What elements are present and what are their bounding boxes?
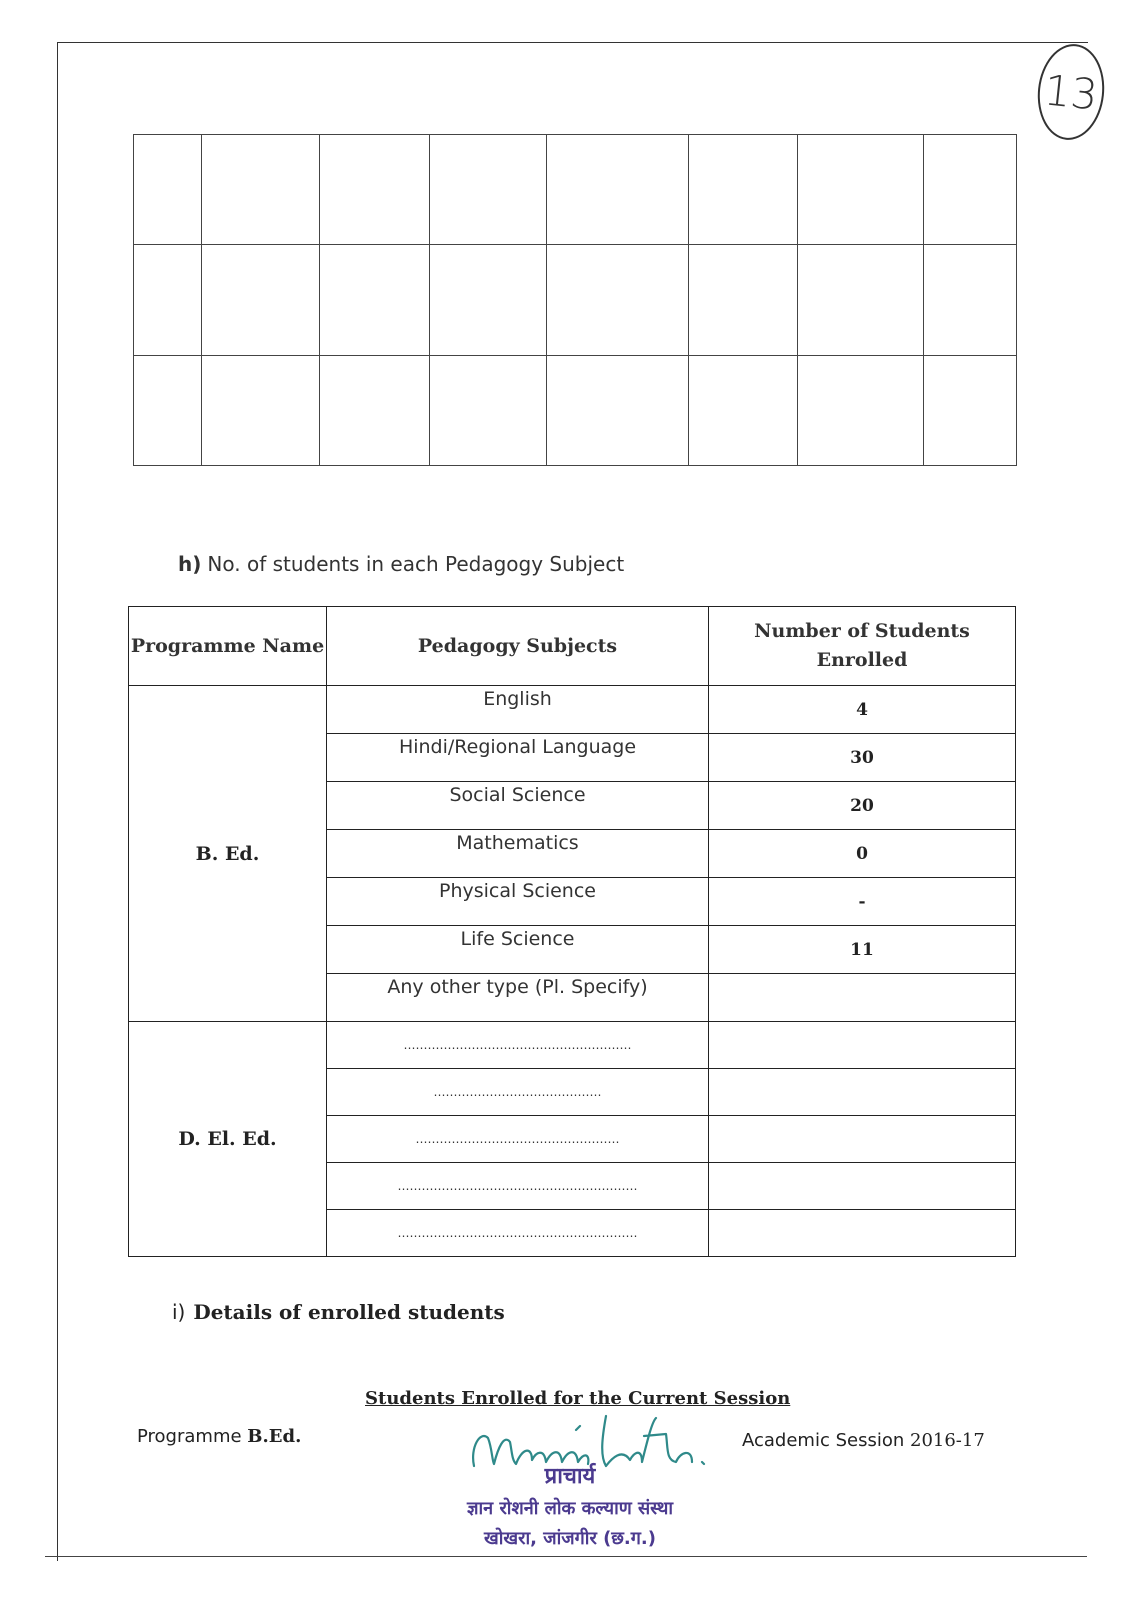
count-cell: 20 [709, 782, 1016, 830]
count-cell [709, 1116, 1016, 1163]
section-h-letter: h) [178, 552, 202, 576]
table-row [134, 135, 1017, 245]
subject-cell: Any other type (Pl. Specify) [327, 974, 709, 1022]
stamp-line-location: खोखरा, जांजगीर (छ.ग.) [484, 1528, 656, 1549]
stamp-line-institution: ज्ञान रोशनी लोक कल्याण संस्था [466, 1498, 673, 1519]
count-cell: 0 [709, 830, 1016, 878]
count-cell: - [709, 878, 1016, 926]
section-h-title: No. of students in each Pedagogy Subject [207, 552, 625, 576]
stamp-line-principal: प्राचार्य [544, 1464, 596, 1489]
programme-info [137, 1426, 301, 1447]
subject-cell: Life Science [327, 926, 709, 974]
principal-stamp [430, 1408, 710, 1568]
programme-label: Programme [137, 1426, 242, 1447]
session-label: Academic Session [742, 1430, 905, 1451]
subject-cell: Hindi/Regional Language [327, 734, 709, 782]
header-pedagogy-subjects: Pedagogy Subjects [327, 607, 709, 686]
section-h-heading [178, 552, 624, 576]
blank-subject-line: ………………………………………………… [327, 1022, 709, 1069]
count-cell [709, 1210, 1016, 1257]
table-row [134, 245, 1017, 355]
academic-session [742, 1430, 985, 1451]
programme-value: B.Ed. [247, 1426, 302, 1447]
count-cell [709, 1163, 1016, 1210]
blank-subject-line: …………………………………………… [327, 1116, 709, 1163]
table-row [129, 1022, 1016, 1069]
subject-cell: Physical Science [327, 878, 709, 926]
count-cell: 4 [709, 686, 1016, 734]
subject-cell: Social Science [327, 782, 709, 830]
section-i-heading [172, 1300, 505, 1324]
blank-subject-line: …………………………………… [327, 1069, 709, 1116]
subject-cell: Mathematics [327, 830, 709, 878]
pedagogy-header-row [129, 607, 1016, 686]
programme-deled: D. El. Ed. [129, 1022, 327, 1257]
page-number: 13 [1033, 41, 1109, 143]
session-value: 2016-17 [910, 1430, 985, 1451]
blank-subject-line: …………………………………………………… [327, 1163, 709, 1210]
count-cell: 11 [709, 926, 1016, 974]
section-i-title: Details of enrolled students [193, 1300, 505, 1324]
header-programme-name: Programme Name [129, 607, 327, 686]
enrolled-session-title: Students Enrolled for the Current Session [365, 1388, 791, 1409]
blank-subject-line: …………………………………………………… [327, 1210, 709, 1257]
empty-table [133, 134, 1017, 466]
pedagogy-table [128, 606, 1016, 1257]
count-cell [709, 974, 1016, 1022]
header-number-enrolled: Number of Students Enrolled [709, 607, 1016, 686]
table-row [129, 686, 1016, 734]
section-i-letter: i) [172, 1300, 186, 1324]
count-cell [709, 1069, 1016, 1116]
subject-cell: English [327, 686, 709, 734]
table-row [134, 355, 1017, 465]
programme-bed: B. Ed. [129, 686, 327, 1022]
count-cell [709, 1022, 1016, 1069]
count-cell: 30 [709, 734, 1016, 782]
